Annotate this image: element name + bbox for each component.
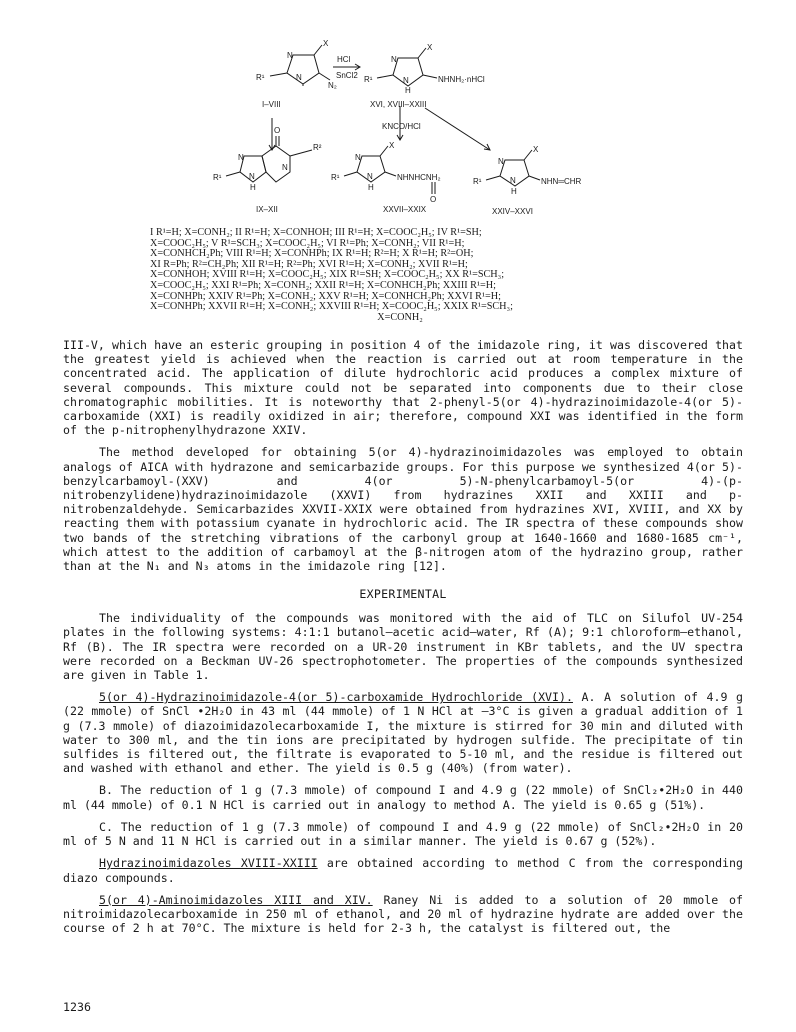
legend-line: X=CONHCH₂Ph; VIII R¹=H; X=CONHPh; IX R¹=H; R²=H; X R¹=H; R²=OH;	[150, 248, 474, 260]
s1-x: X	[323, 39, 329, 48]
paragraph-7-text: are obtained according to method C from the corresponding diazo compounds.	[63, 856, 744, 885]
compound-title-xviii: Hydrazinoimidazoles XVIII-XXIII	[99, 856, 318, 871]
s2-hydrazine: NHNH₂·nHCl	[438, 75, 485, 84]
s3-r2: R²	[313, 143, 322, 152]
paragraph-8-text: Raney Ni is added to a solution of 20 mmole of nitroimidazolecarboxamide in 250 ml of ethanol, and 20 ml of hydrazine hydrate are added over the course of 2 h at 70°C. The mixture is held for 2-3 h, the catalyst is filtered out, the	[63, 892, 743, 936]
page-number: 1236	[63, 1000, 91, 1014]
reaction-scheme	[0, 0, 796, 230]
s1-r1: R¹	[256, 73, 265, 82]
section-heading-experimental: EXPERIMENTAL	[359, 587, 447, 602]
arrow-diagonal	[425, 108, 490, 150]
s5-n-bottom: N	[510, 176, 516, 185]
s1-n-bottom: N	[296, 73, 302, 82]
s4-x: X	[389, 141, 395, 150]
paragraph-6: C. The reduction of 1 g (7.3 mmole) of compound I and 4.9 g (22 mmole) of SnCl₂•2H₂O in 20 ml of 5 N and 11 N HCl is carried out in a similar manner. The yield is 0.67 g (52%).	[63, 819, 743, 849]
s3-r1: R¹	[213, 173, 222, 182]
paragraph-4-text: A. A solution of 4.9 g (22 mmole) of SnCl •2H₂O in 43 ml (44 mmole) of 1 N HCl at –3°C is given a gradual addition of 1 g (7.3 mmole) of diazoimidazolecarboxamide I, the mixture is stirred for 30 min and diluted with water to 300 ml, and the tin ions are precipitated by hydrogen sulfide. The precipitate of tin sulfides is filtered out, the filtrate is evaporated to 5-10 ml, and the residue is filtered out and washed with ethanol and ether. The yield is 0.5 g (40%) (from water).	[63, 690, 743, 776]
paragraph-5: B. The reduction of 1 g (7.3 mmole) of compound I and 4.9 g (22 mmole) of SnCl₂•2H₂O in 440 ml (44 mmole) of 0.1 N HCl is carried out in analogy to method A. The yield is 0.65 g (51%).	[63, 783, 743, 812]
s3-n-top: N	[238, 153, 244, 162]
s4-r1: R¹	[331, 173, 340, 182]
legend-line: X=CONHPh; XXIV R¹=Ph; X=CONH₂; XXV R¹=H; X=CONHCH₂Ph; XXVI R¹=H;	[150, 290, 501, 302]
s1-n2: N₂	[328, 81, 337, 90]
legend-line: XI R=Ph; R²=CH₂Ph; XII R¹=H; R²=Ph; XVI R¹=H; X=CONH₂; XVII R¹=H;	[150, 258, 468, 270]
reagent-sncl2: SnCl2	[336, 71, 358, 80]
s1-n-top: N	[287, 51, 293, 60]
paragraph-7	[63, 856, 743, 884]
s3-n-ring: N	[282, 163, 288, 172]
s2-x: X	[427, 43, 433, 52]
label-XXVII: XXVII–XXIX	[383, 205, 427, 214]
s3-o: O	[274, 126, 281, 135]
scheme-svg	[0, 0, 796, 230]
paragraph-1: III-V, which have an esteric grouping in position 4 of the imidazole ring, it was discovered that the greatest yield is achieved when the reaction is carried out at room temperature in the concentrated acid. The application of dilute hydrochloric acid produces a complex mixture of several compounds. This mixture could not be separated into components due to their close chromatographic mobilities. It is noteworthy that 2-phenyl-5(or 4)-hydrazinoimidazole-4(or 5)-carboxamide (XXI) is readily oxidized in air; therefore, compound XXI was identified in the form of the p-nitrophenylhydrazone XXIV.	[63, 338, 743, 438]
legend-line: X=CONHPh; XXVII R¹=H; X=CONH₂; XXVIII R¹=H; X=COOC₂H₅; XXIX R¹=SCH₃;	[150, 301, 513, 313]
legend-line: I R¹=H; X=CONH₂; II R¹=H; X=CONHOH; III R¹=H; X=COOC₂H₅; IV R¹=SH;	[150, 227, 482, 238]
s2-n-top: N	[391, 55, 397, 64]
s4-n-top: N	[355, 153, 361, 162]
legend-line: X=COOC₂H₅; XXI R¹=Ph; X=CONH₂; XXII R¹=H; X=CONHCH₂Ph; XXIII R¹=H;	[150, 279, 496, 291]
s5-n-top: N	[498, 157, 504, 166]
label-XXIV: XXIV–XXVI	[492, 207, 533, 216]
label-I-VIII: I–VIII	[262, 100, 281, 109]
s4-o: O	[430, 195, 437, 204]
paragraph-3: The individuality of the compounds was monitored with the aid of TLC on Silufol UV-254 plates in the following systems: 4:1:1 butanol–acetic acid–water, Rf (A); 9:1 chloroform–ethanol, Rf (B). The IR spectra were recorded on a UR-20 instrument in KBr tablets, and the UV spectra were recorded on a Beckman UV-26 spectrophotometer. The properties of the compounds synthesized are given in Table 1.	[63, 611, 743, 683]
legend-line: X=COOC₂H₅; V R¹=SCH₃; X=COOC₂H₅; VI R¹=Ph; X=CONH₂; VII R¹=H;	[150, 237, 465, 249]
paragraph-8	[63, 893, 743, 936]
s4-semicarbazide: NHNHCNH₂	[397, 173, 441, 182]
s4-h: H	[368, 183, 374, 192]
compound-legend	[150, 228, 650, 323]
s5-x: X	[533, 145, 539, 154]
compound-title-xiii: 5(or 4)-Aminoimidazoles XIII and XIV.	[99, 892, 373, 907]
reagent-knco: KNCO/HCl	[382, 122, 421, 131]
reagent-hcl: HCl	[337, 55, 351, 64]
paragraph-4	[63, 690, 743, 775]
s4-n-bottom: N	[367, 172, 373, 181]
label-XVI: XVI, XVIII–XXIII	[370, 100, 427, 109]
s2-h: H	[405, 86, 411, 95]
legend-line: X=CONHOH; XVIII R¹=H; X=COOC₂H₅; XIX R¹=SH; X=COOC₂H₅; XX R¹=SCH₃;	[150, 269, 505, 281]
s5-r1: R¹	[473, 177, 482, 186]
legend-last-line: X=CONH₂	[377, 311, 423, 323]
article-body	[63, 338, 743, 935]
s3-h: H	[250, 183, 256, 192]
s2-r1: R¹	[364, 75, 373, 84]
s5-h: H	[511, 187, 517, 196]
compound-title-xvi: 5(or 4)-Hydrazinoimidazole-4(or 5)-carboxamide Hydrochloride (XVI).	[99, 690, 573, 705]
s5-hydrazone: NHN═CHR	[541, 177, 582, 186]
s3-n-bottom: N	[249, 172, 255, 181]
paragraph-2: The method developed for obtaining 5(or 4)-hydrazinoimidazoles was employed to obtain analogs of AICA with hydrazone and semicarbazide groups. For this purpose we synthesized 4(or 5)-benzylcarbamoyl-(XXV) and 4(or 5)-N-phenylcarbamoyl-5(or 4)-(p-nitrobenzylidene)hydrazinoimidazole (XXVI) from hydrazines XXII and XXIII and p-nitrobenzaldehyde. Semicarbazides XXVII-XXIX were obtained from hydrazines XVI, XVIII, and XX by reacting them with potassium cyanate in hydrochloric acid. The IR spectra of these compounds show two bands of the stretching vibrations of the carbonyl group at 1640-1660 and 1680-1685 cm⁻¹, which attest to the addition of carbamoyl at the β-nitrogen atom of the hydrazino group, rather than at the N₁ and N₃ atoms in the imidazole ring [12].	[63, 445, 743, 574]
s2-n-bottom: N	[403, 76, 409, 85]
label-IX-XII: IX–XII	[256, 205, 278, 214]
